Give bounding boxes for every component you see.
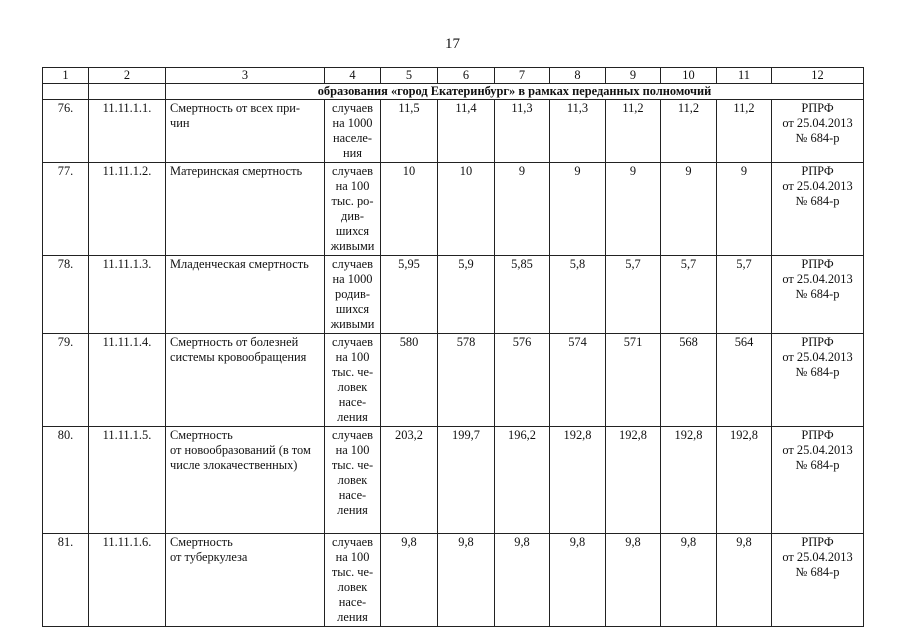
page-number: 17 xyxy=(445,36,460,52)
table-row xyxy=(43,534,864,627)
value-cell: 11,2 xyxy=(661,100,717,163)
indicator-name: Материнская смертность xyxy=(166,163,325,256)
value-cell: 11,2 xyxy=(606,100,661,163)
value-cell: 192,8 xyxy=(717,427,772,534)
indicator-name: Смертность от болезней системы кровообращения xyxy=(166,334,325,427)
indicator-name: Смертность от новообразований (в том числе злокачественных) xyxy=(166,427,325,534)
value-cell: 10 xyxy=(438,163,495,256)
indicator-code: 11.11.1.6. xyxy=(89,534,166,627)
value-cell: 9 xyxy=(661,163,717,256)
value-cell: 199,7 xyxy=(438,427,495,534)
table-row xyxy=(43,427,864,534)
value-cell: 580 xyxy=(381,334,438,427)
table-row xyxy=(43,100,864,163)
value-cell: 11,2 xyxy=(717,100,772,163)
unit-cell: случаев на 100 тыс. ро- див- шихся живыми xyxy=(325,163,381,256)
value-cell: 196,2 xyxy=(495,427,550,534)
value-cell: 564 xyxy=(717,334,772,427)
column-number: 8 xyxy=(550,68,606,84)
column-number: 1 xyxy=(43,68,89,84)
column-number: 7 xyxy=(495,68,550,84)
value-cell: 9 xyxy=(606,163,661,256)
value-cell: 9,8 xyxy=(495,534,550,627)
row-number: 78. xyxy=(43,256,89,334)
column-number: 12 xyxy=(772,68,864,84)
indicator-code: 11.11.1.1. xyxy=(89,100,166,163)
indicator-code: 11.11.1.3. xyxy=(89,256,166,334)
value-cell: 5,95 xyxy=(381,256,438,334)
value-cell: 192,8 xyxy=(550,427,606,534)
value-cell: 571 xyxy=(606,334,661,427)
unit-cell: случаев на 1000 родив- шихся живыми xyxy=(325,256,381,334)
value-cell: 9 xyxy=(550,163,606,256)
indicator-name: Смертность от туберкулеза xyxy=(166,534,325,627)
value-cell: 203,2 xyxy=(381,427,438,534)
section-header-row xyxy=(43,84,864,100)
table-row xyxy=(43,334,864,427)
unit-cell: случаев на 100 тыс. че- ловек насе- ления xyxy=(325,427,381,534)
value-cell: 10 xyxy=(381,163,438,256)
value-cell: 11,3 xyxy=(495,100,550,163)
value-cell: 9,8 xyxy=(550,534,606,627)
indicator-code: 11.11.1.4. xyxy=(89,334,166,427)
column-number: 5 xyxy=(381,68,438,84)
basis-cell: РПРФ от 25.04.2013 № 684-р xyxy=(772,163,864,256)
row-number: 77. xyxy=(43,163,89,256)
value-cell: 5,7 xyxy=(661,256,717,334)
value-cell: 9,8 xyxy=(661,534,717,627)
basis-cell: РПРФ от 25.04.2013 № 684-р xyxy=(772,427,864,534)
column-number: 9 xyxy=(606,68,661,84)
basis-cell: РПРФ от 25.04.2013 № 684-р xyxy=(772,256,864,334)
unit-cell: случаев на 100 тыс. че- ловек насе- ления xyxy=(325,334,381,427)
value-cell: 192,8 xyxy=(606,427,661,534)
unit-cell: случаев на 100 тыс. че- ловек насе- ления xyxy=(325,534,381,627)
row-number: 81. xyxy=(43,534,89,627)
value-cell: 578 xyxy=(438,334,495,427)
row-number: 80. xyxy=(43,427,89,534)
value-cell: 576 xyxy=(495,334,550,427)
value-cell: 11,4 xyxy=(438,100,495,163)
value-cell: 574 xyxy=(550,334,606,427)
empty-cell xyxy=(89,84,166,100)
indicator-code: 11.11.1.5. xyxy=(89,427,166,534)
column-number: 3 xyxy=(166,68,325,84)
column-number-row xyxy=(43,68,864,84)
unit-cell: случаев на 1000 населе- ния xyxy=(325,100,381,163)
basis-cell: РПРФ от 25.04.2013 № 684-р xyxy=(772,100,864,163)
value-cell: 9,8 xyxy=(717,534,772,627)
value-cell: 5,7 xyxy=(606,256,661,334)
column-number: 6 xyxy=(438,68,495,84)
indicator-name: Смертность от всех при- чин xyxy=(166,100,325,163)
basis-cell: РПРФ от 25.04.2013 № 684-р xyxy=(772,534,864,627)
value-cell: 5,85 xyxy=(495,256,550,334)
indicator-name: Младенческая смертность xyxy=(166,256,325,334)
table-row xyxy=(43,163,864,256)
row-number: 76. xyxy=(43,100,89,163)
value-cell: 9,8 xyxy=(381,534,438,627)
value-cell: 5,7 xyxy=(717,256,772,334)
indicators-table xyxy=(42,67,864,627)
row-number: 79. xyxy=(43,334,89,427)
value-cell: 568 xyxy=(661,334,717,427)
basis-cell: РПРФ от 25.04.2013 № 684-р xyxy=(772,334,864,427)
value-cell: 9,8 xyxy=(438,534,495,627)
table-row xyxy=(43,256,864,334)
indicator-code: 11.11.1.2. xyxy=(89,163,166,256)
value-cell: 9 xyxy=(717,163,772,256)
value-cell: 9,8 xyxy=(606,534,661,627)
value-cell: 5,9 xyxy=(438,256,495,334)
column-number: 4 xyxy=(325,68,381,84)
column-number: 10 xyxy=(661,68,717,84)
value-cell: 11,5 xyxy=(381,100,438,163)
value-cell: 192,8 xyxy=(661,427,717,534)
column-number: 11 xyxy=(717,68,772,84)
empty-cell xyxy=(43,84,89,100)
section-title: образования «город Екатеринбург» в рамках переданных полномочий xyxy=(166,84,864,100)
value-cell: 5,8 xyxy=(550,256,606,334)
value-cell: 11,3 xyxy=(550,100,606,163)
column-number: 2 xyxy=(89,68,166,84)
value-cell: 9 xyxy=(495,163,550,256)
